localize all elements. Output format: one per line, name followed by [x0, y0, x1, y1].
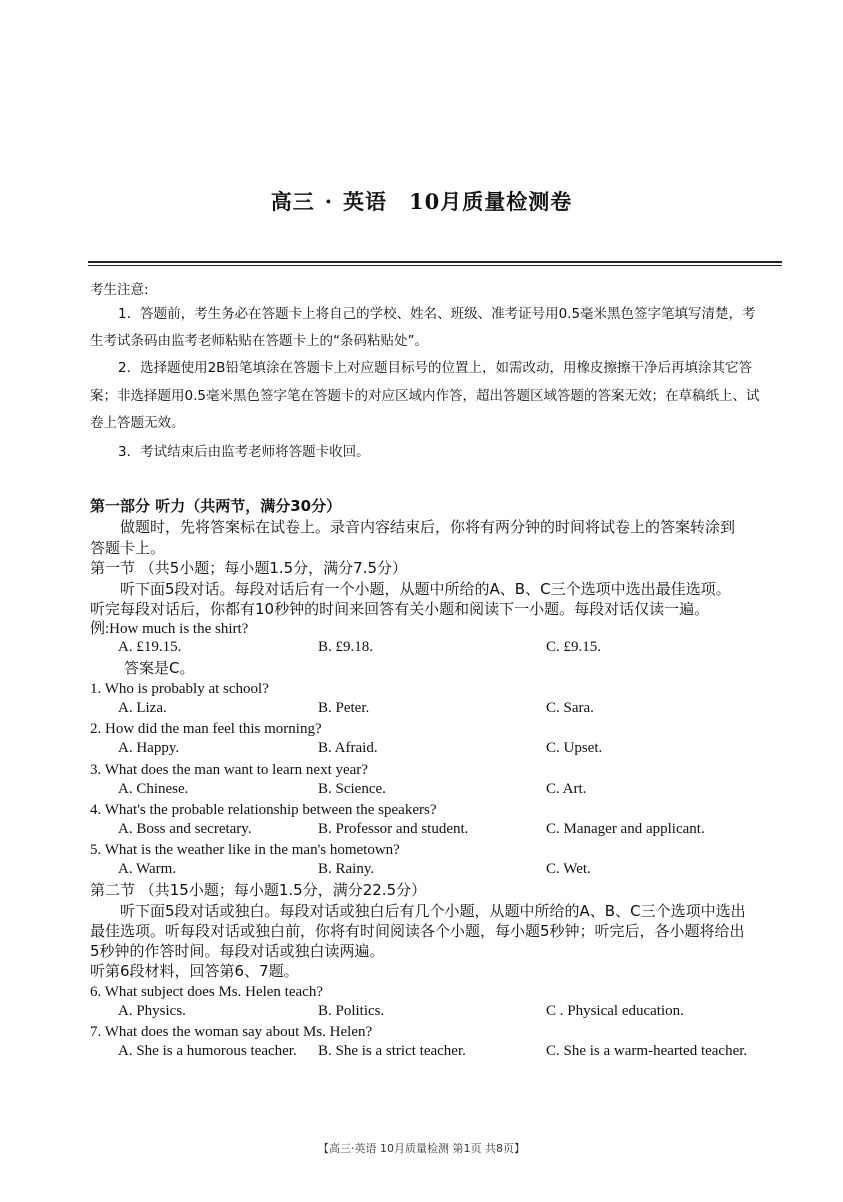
q3-option-c: C. Art.	[546, 781, 587, 797]
q2-option-c: C. Upset.	[546, 740, 603, 756]
question-7: 7. What does the woman say about Ms. Helen?	[90, 1024, 373, 1040]
q7-option-b: B. She is a strict teacher.	[318, 1043, 466, 1059]
notice-item-2: 2．选择题使用2B铅笔填涂在答题卡上对应题目标号的位置上，如需改动，用橡皮擦擦干净后再填涂其它答	[118, 360, 752, 376]
notice-item-1-cont: 生考试条码由监考老师粘贴在答题卡上的“条码粘贴处”。	[90, 333, 428, 349]
q2-option-b: B. Afraid.	[318, 740, 378, 756]
question-3: 3. What does the man want to learn next year?	[90, 762, 368, 778]
q6-option-a: A. Physics.	[118, 1003, 186, 1019]
q1-option-c: C. Sara.	[546, 700, 594, 716]
title-subject: 英语	[343, 189, 388, 214]
notice-heading: 考生注意:	[90, 282, 149, 298]
part1-heading: 第一部分 听力（共两节，满分30分）	[90, 497, 342, 515]
section1-desc-cont: 听完每段对话后，你都有10秒钟的时间来回答有关小题和阅读下一小题。每段对话仅读一遍。	[90, 600, 710, 618]
example-option-b: B. £9.18.	[318, 639, 374, 655]
q6-option-b: B. Politics.	[318, 1003, 385, 1019]
q4-option-a: A. Boss and secretary.	[118, 821, 252, 837]
q1-option-b: B. Peter.	[318, 700, 370, 716]
q7-option-c: C. She is a warm-hearted teacher.	[546, 1043, 748, 1059]
notice-item-2-cont: 案；非选择题用0.5毫米黑色签字笔在答题卡的对应区域内作答，超出答题区域答题的答案无效；在草稿纸上、试	[90, 388, 760, 404]
title-dot: ·	[324, 189, 334, 214]
page-footer: 【高三·英语 10月质量检测 第1页 共8页】	[318, 1142, 525, 1155]
q2-option-a: A. Happy.	[118, 740, 180, 756]
question-2: 2. How did the man feel this morning?	[90, 721, 322, 737]
part1-intro-cont: 答题卡上。	[90, 539, 166, 557]
section2-desc: 听下面5段对话或独白。每段对话或独白后有几个小题，从题中所给的A、B、C三个选项中选出	[120, 902, 746, 920]
title-exam-name: 10月质量检测卷	[409, 189, 573, 214]
part1-intro: 做题时，先将答案标在试卷上。录音内容结束后，你将有两分钟的时间将试卷上的答案转涂到	[120, 518, 736, 536]
title-rule	[88, 261, 782, 263]
q3-option-a: A. Chinese.	[118, 781, 189, 797]
question-5: 5. What is the weather like in the man's hometown?	[90, 842, 400, 858]
example-option-c: C. £9.15.	[546, 639, 602, 655]
section2-desc-cont: 最佳选项。听每段对话或独白前，你将有时间阅读各个小题，每小题5秒钟；听完后，各小题将给出	[90, 922, 745, 940]
material-6-instruction: 听第6段材料，回答第6、7题。	[90, 962, 299, 980]
example-answer: 答案是C。	[124, 659, 195, 677]
notice-item-2-end: 卷上答题无效。	[90, 415, 185, 431]
q7-option-a: A. She is a humorous teacher.	[118, 1043, 297, 1059]
q5-option-b: B. Rainy.	[318, 861, 375, 877]
q5-option-c: C. Wet.	[546, 861, 591, 877]
section2-heading: 第二节 （共15小题；每小题1.5分，满分22.5分）	[90, 881, 427, 899]
title-grade: 高三	[270, 189, 315, 214]
notice-item-3: 3．考试结束后由监考老师将答题卡收回。	[118, 444, 370, 460]
question-6: 6. What subject does Ms. Helen teach?	[90, 984, 323, 1000]
q4-option-c: C. Manager and applicant.	[546, 821, 705, 837]
q3-option-b: B. Science.	[318, 781, 386, 797]
section2-desc-end: 5秒钟的作答时间。每段对话或独白读两遍。	[90, 942, 385, 960]
question-4: 4. What's the probable relationship between the speakers?	[90, 802, 437, 818]
q4-option-b: B. Professor and student.	[318, 821, 469, 837]
q1-option-a: A. Liza.	[118, 700, 167, 716]
example-question: 例:How much is the shirt?	[90, 621, 249, 637]
q6-option-c: C . Physical education.	[546, 1003, 684, 1019]
page-title	[0, 186, 843, 216]
question-1: 1. Who is probably at school?	[90, 681, 269, 697]
example-option-a: A. £19.15.	[118, 639, 182, 655]
notice-item-1: 1．答题前，考生务必在答题卡上将自己的学校、姓名、班级、准考证号用0.5毫米黑色签字笔填写清楚，考	[118, 306, 756, 322]
q5-option-a: A. Warm.	[118, 861, 177, 877]
section1-desc: 听下面5段对话。每段对话后有一个小题，从题中所给的A、B、C三个选项中选出最佳选项。	[120, 580, 731, 598]
section1-heading: 第一节 （共5小题；每小题1.5分，满分7.5分）	[90, 559, 408, 577]
title-rule-thin	[88, 265, 782, 266]
